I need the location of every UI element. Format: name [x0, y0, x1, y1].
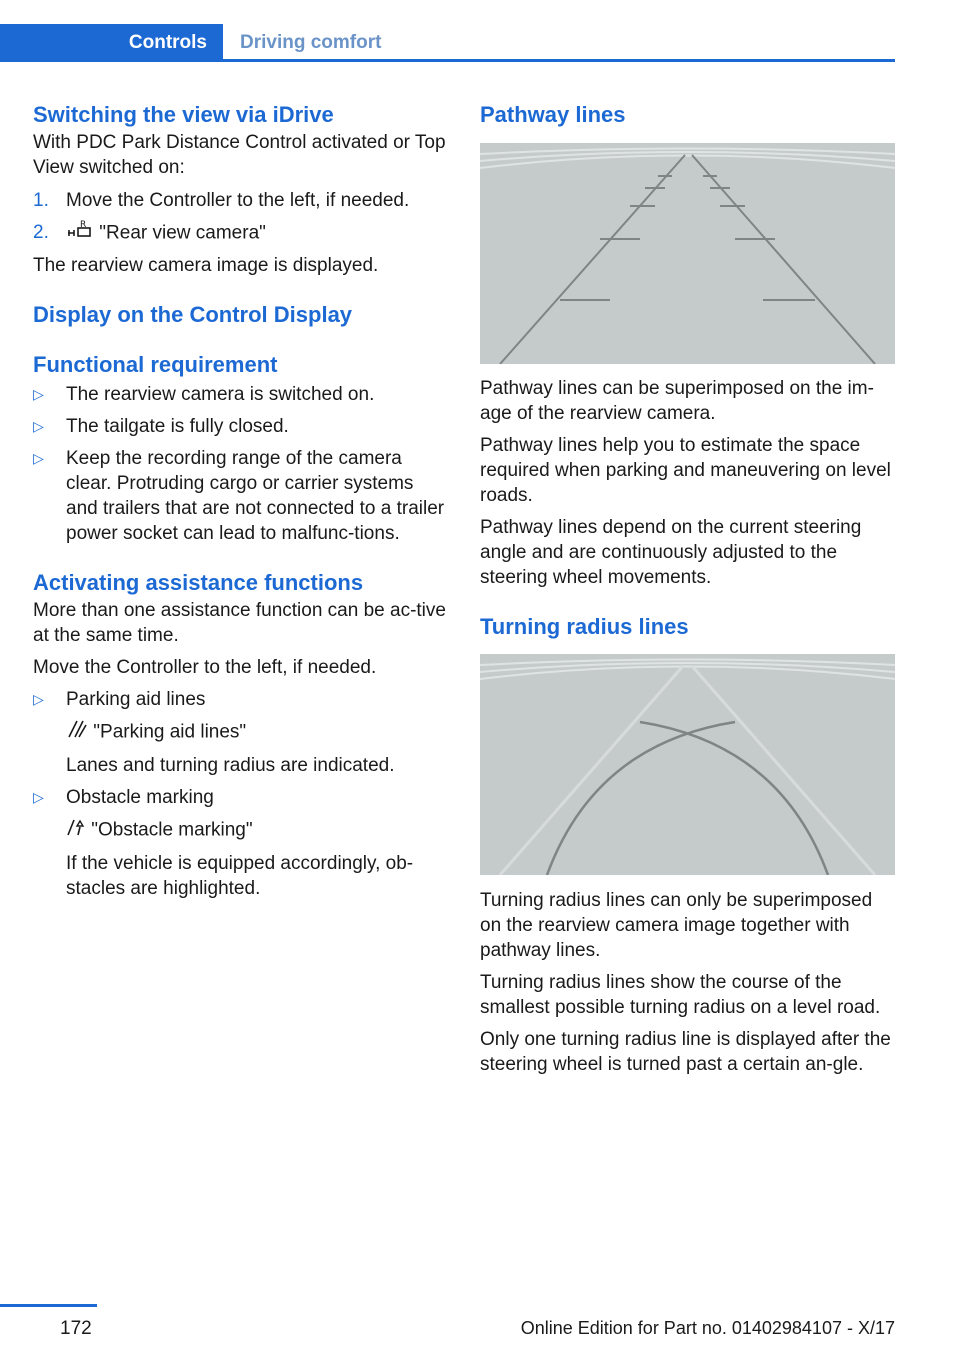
- step-number: 2.: [33, 222, 49, 243]
- footer-rule: [0, 1304, 97, 1307]
- triangle-bullet-icon: ▷: [33, 386, 44, 402]
- triangle-bullet-icon: ▷: [33, 450, 44, 466]
- switch-intro: With PDC Park Distance Control activated or Top View switched on:: [33, 132, 446, 178]
- heading-pathway-lines: Pathway lines: [480, 102, 626, 127]
- pathway-paragraph: Pathway lines help you to estimate the space required when parking and maneuvering on level roads.: [480, 435, 891, 506]
- svg-text:R: R: [80, 220, 87, 230]
- heading-functional-requirement: Functional requirement: [33, 352, 278, 377]
- heading-activating-assistance: Activating assistance functions: [33, 570, 364, 595]
- requirement-item: ▷ The tailgate is fully closed.: [33, 416, 289, 437]
- triangle-bullet-icon: ▷: [33, 691, 44, 707]
- page-number: 172: [60, 1318, 92, 1339]
- turning-paragraph: Turning radius lines can only be superimposed on the rearview camera image together with pathway lines.: [480, 890, 873, 961]
- requirement-item: ▷ Keep the recording range of the camera clear. Protruding cargo or carrier systems and trailers that are not connected to a trailer power socket can lead to malfunc-tions.: [33, 448, 445, 544]
- step-item: [33, 188, 448, 213]
- right-column: [480, 100, 895, 1077]
- requirements-list: [33, 382, 448, 546]
- turning-radius-image: [480, 654, 895, 875]
- header-rule: [223, 59, 895, 62]
- tab-driving-comfort: Driving comfort: [240, 32, 382, 53]
- step-text: Move the Controller to the left, if needed.: [66, 190, 410, 211]
- triangle-bullet-icon: ▷: [33, 418, 44, 434]
- step-number: 1.: [33, 190, 49, 211]
- step-item: [33, 220, 448, 247]
- steps-list: [33, 188, 448, 247]
- assist-item: ▷ Obstacle marking "Obstacle marking" If the vehicle is equipped accordingly, ob-stacles are highlighted.: [33, 787, 414, 899]
- heading-control-display: Display on the Control Display: [33, 302, 353, 327]
- assist-intro: More than one assistance function can be ac-tive at the same time.: [33, 600, 446, 646]
- step-text: "Rear view camera": [99, 222, 266, 244]
- heading-turning-radius: Turning radius lines: [480, 614, 689, 639]
- parking-aid-lines-icon: [66, 719, 88, 746]
- pathway-paragraph: Pathway lines can be superimposed on the im-age of the rearview camera.: [480, 378, 874, 424]
- camera-displayed-text: The rearview camera image is displayed.: [33, 255, 379, 276]
- obstacle-marking-icon: [66, 817, 86, 844]
- triangle-bullet-icon: ▷: [33, 789, 44, 805]
- assist-list: [33, 687, 448, 901]
- turning-paragraph: Only one turning radius line is displayed after the steering wheel is turned past a certain an-gle.: [480, 1029, 891, 1075]
- tab-controls: Controls: [0, 24, 223, 62]
- heading-switching-view: Switching the view via iDrive: [33, 102, 334, 127]
- rear-view-camera-icon: [66, 220, 94, 247]
- left-column: [33, 100, 448, 901]
- edition-text: Online Edition for Part no. 01402984107 - X/17: [520, 1318, 895, 1338]
- requirement-item: ▷ The rearview camera is switched on.: [33, 384, 375, 405]
- pathway-paragraph: Pathway lines depend on the current steering angle and are continuously adjusted to the steering wheel movements.: [480, 517, 862, 588]
- pathway-lines-image: [480, 143, 895, 364]
- page-header: [0, 24, 895, 62]
- assist-controller: Move the Controller to the left, if needed.: [33, 657, 377, 678]
- assist-item: ▷ Parking aid lines "Parking aid lines" Lanes and turning radius are indicated.: [33, 689, 395, 776]
- turning-paragraph: Turning radius lines show the course of the smallest possible turning radius on a level road.: [480, 972, 881, 1018]
